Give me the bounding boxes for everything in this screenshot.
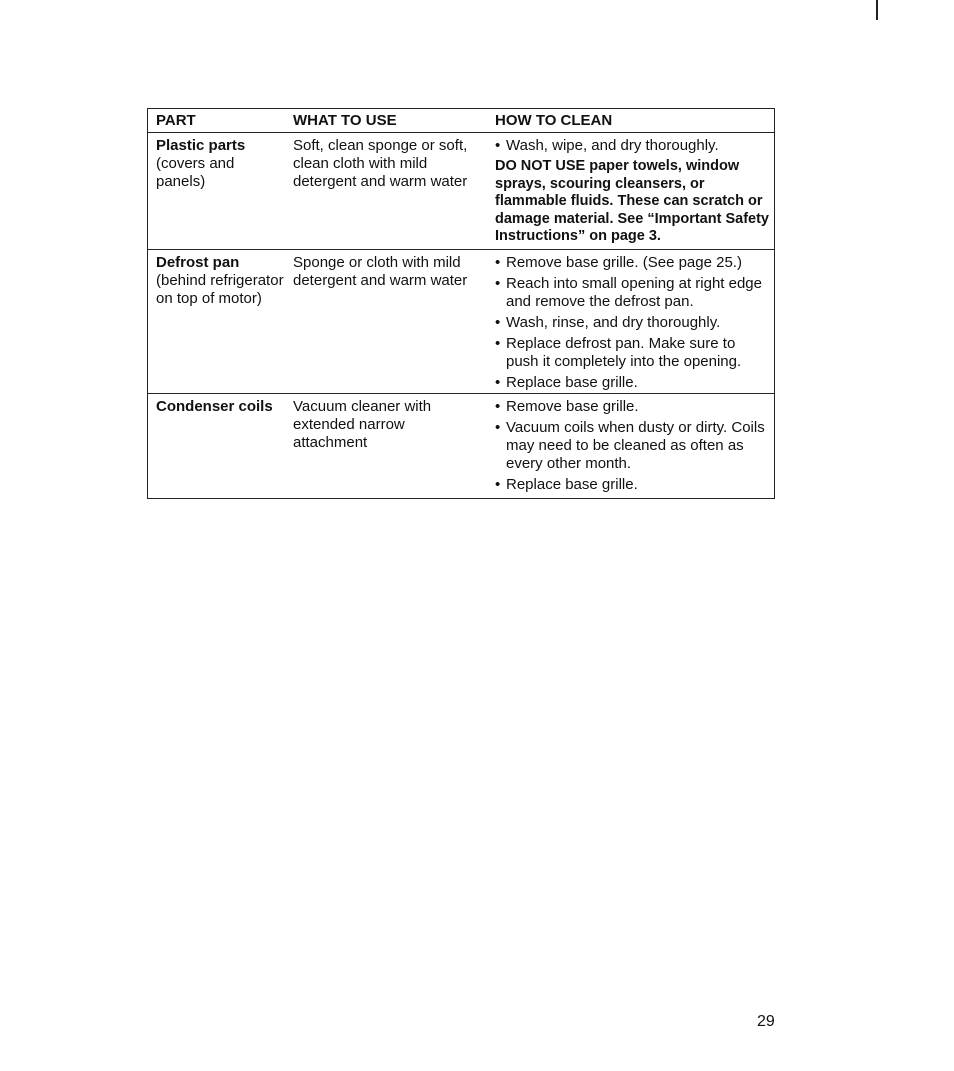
header-divider [148, 132, 774, 133]
what-to-use: Sponge or cloth with mild detergent and warm water [293, 254, 468, 289]
header-what-to-use: WHAT TO USE [293, 112, 397, 129]
instruction-item: • Vacuum coils when dusty or dirty. Coils may need to be cleaned as often as every other month. [495, 419, 770, 473]
what-to-use: Soft, clean sponge or soft, clean cloth with mild detergent and warm water [293, 137, 468, 190]
part-detail: (covers and panels) [156, 155, 235, 190]
part-title: Condenser coils [156, 398, 273, 415]
what-to-use: Vacuum cleaner with extended narrow attachment [293, 398, 432, 451]
warning-text: DO NOT USE paper towels, window sprays, scouring cleansers, or flammable fluids. These can scratch or damage material. See “Important Safety Instructions” on page 3. [495, 158, 769, 244]
header-how-to-clean: HOW TO CLEAN [495, 112, 613, 129]
instruction-item: • Wash, rinse, and dry thoroughly. [495, 314, 770, 332]
row-divider [148, 393, 774, 394]
instruction-item: • Replace defrost pan. Make sure to push it completely into the opening. [495, 335, 770, 371]
instruction-item: • Replace base grille. [495, 476, 770, 494]
instruction-item: • Remove base grille. [495, 398, 770, 416]
row-divider [148, 249, 774, 250]
instruction-item: • Remove base grille. (See page 25.) [495, 254, 770, 272]
page-number: 29 [757, 1013, 775, 1030]
header-part: PART [156, 112, 196, 129]
instruction-item: • Wash, wipe, and dry thoroughly. [495, 137, 770, 155]
part-title: Plastic parts [156, 137, 246, 154]
instruction-item: • Reach into small opening at right edge and remove the defrost pan. [495, 275, 770, 311]
corner-mark [876, 0, 878, 20]
instruction-item: • Replace base grille. [495, 374, 770, 392]
part-title: Defrost pan [156, 254, 240, 271]
part-detail: (behind refrigerator on top of motor) [156, 272, 284, 307]
cleaning-table [147, 108, 775, 499]
